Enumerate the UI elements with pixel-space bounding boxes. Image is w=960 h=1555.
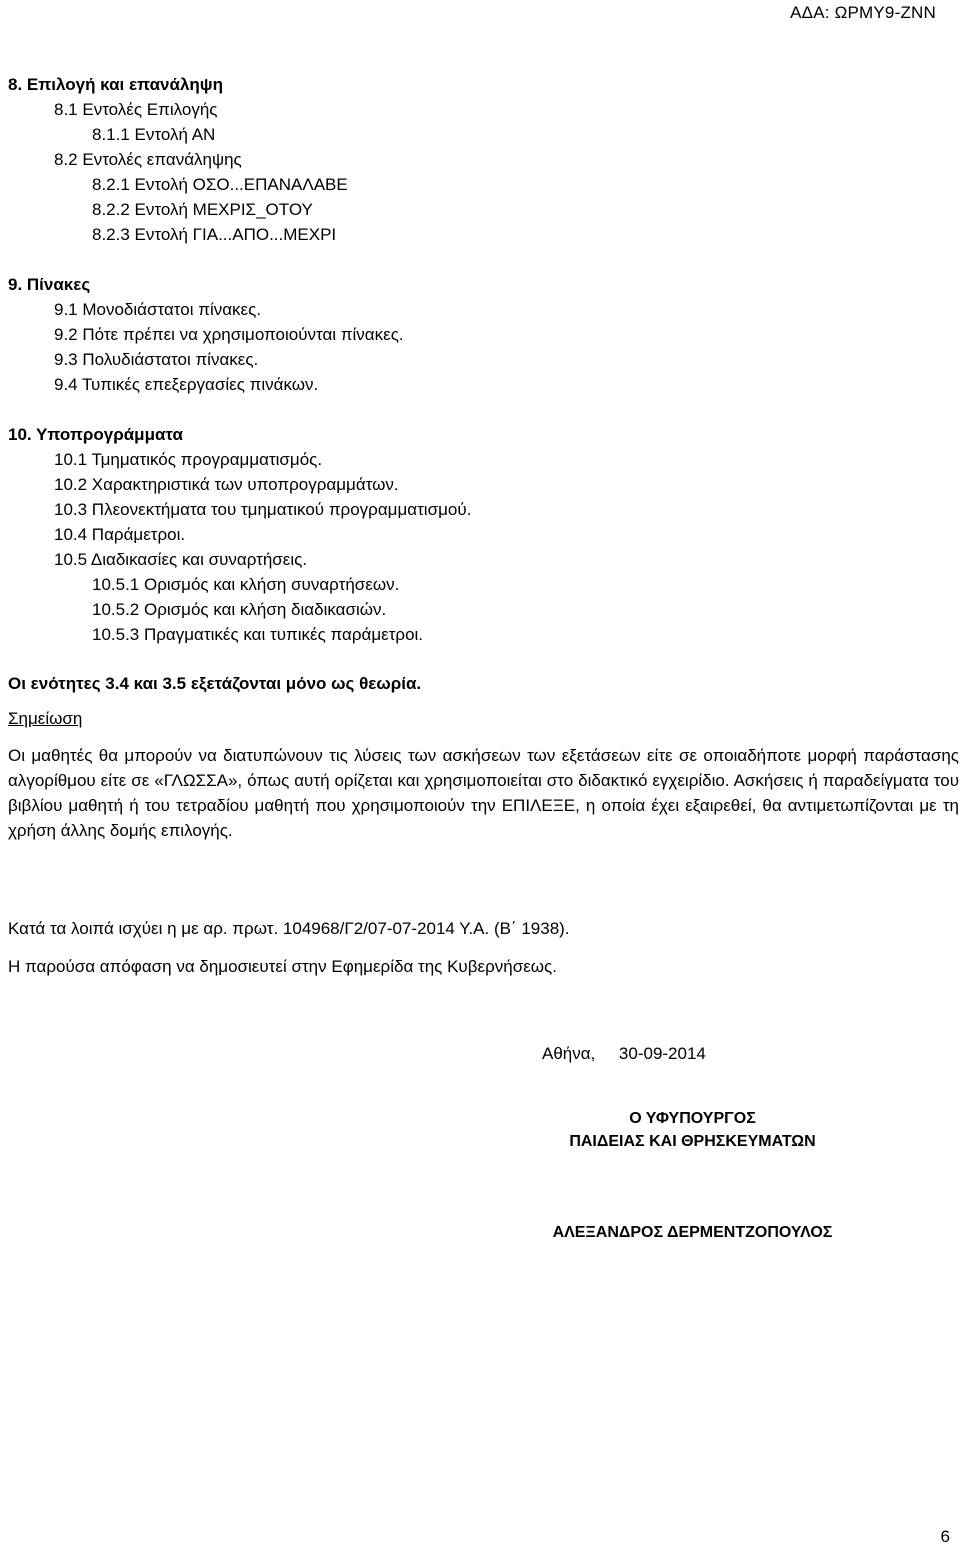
toc-item: 9.3 Πολυδιάστατοι πίνακες. <box>54 350 259 369</box>
toc-item: 8. Επιλογή και επανάληψη <box>8 75 223 94</box>
toc-item: 9. Πίνακες <box>8 275 91 294</box>
signatory-name: ΑΛΕΞΑΝΔΡΟΣ ΔΕΡΜΕΝΤΖΟΠΟΥΛΟΣ <box>552 1224 833 1241</box>
toc-item: 9.4 Τυπικές επεξεργασίες πινάκων. <box>54 375 319 394</box>
note-body: Οι μαθητές θα μπορούν να διατυπώνουν τις λύσεις των ασκήσεων των εξετάσεων είτε σε οποιαδήποτε μορφή παράστασης αλγορίθμου είτε σε «ΓΛΩΣΣΑ», όπως αυτή ορίζεται και χρησιμοποιείται στο διδακτικό εγχειρίδιο. Ασκήσεις ή παραδείγματα του βιβλίου μαθητή ή του τετραδίου μαθητή που χρησιμοποιούν την ΕΠΙΛΕΞΕ, η οποία έχει εξαιρεθεί, θα αντιμετωπίζονται με τη χρήση άλλης δομής επιλογής. <box>8 746 959 840</box>
toc-item: 8.2 Εντολές επανάληψης <box>54 150 242 169</box>
note-title: Σημείωση <box>8 709 83 728</box>
page-number: 6 <box>940 1527 950 1546</box>
toc-item: 8.1 Εντολές Επιλογής <box>54 100 218 119</box>
toc-item: 10.5.3 Πραγματικές και τυπικές παράμετροι. <box>92 625 424 644</box>
toc-item: 10.2 Χαρακτηριστικά των υποπρογραμμάτων. <box>54 475 399 494</box>
toc-item: 10.5.1 Ορισμός και κλήση συναρτήσεων. <box>92 575 400 594</box>
toc-item: 8.2.3 Εντολή ΓΙΑ...ΑΠΟ...ΜΕΧΡΙ <box>92 225 337 244</box>
publication-statement: Η παρούσα απόφαση να δημοσιευτεί στην Εφημερίδα της Κυβερνήσεως. <box>8 957 557 976</box>
toc-item: 10.5 Διαδικασίες και συναρτήσεις. <box>54 550 308 569</box>
toc-item: 10.4 Παράμετροι. <box>54 525 186 544</box>
signatory-title-line1: Ο ΥΦΥΠΟΥΡΓΟΣ <box>629 1110 756 1127</box>
toc-item: 9.2 Πότε πρέπει να χρησιμοποιούνται πίνακες. <box>54 325 404 344</box>
toc-exam-note: Οι ενότητες 3.4 και 3.5 εξετάζονται μόνο ως θεωρία. <box>8 674 422 693</box>
toc-item: 9.1 Μονοδιάστατοι πίνακες. <box>54 300 262 319</box>
validity-statement: Κατά τα λοιπά ισχύει η με αρ. πρωτ. 104968/Γ2/07-07-2014 Υ.Α. (Β΄ 1938). <box>8 919 570 938</box>
document-code: ΑΔΑ: ΩΡΜΥ9-ΖΝΝ <box>790 3 936 22</box>
signatory-title-line2: ΠΑΙΔΕΙΑΣ ΚΑΙ ΘΡΗΣΚΕΥΜΑΤΩΝ <box>569 1133 816 1150</box>
toc-item: 10. Υποπρογράμματα <box>8 425 183 444</box>
toc-item: 10.1 Τμηματικός προγραμματισμός. <box>54 450 323 469</box>
toc-item: 8.1.1 Εντολή ΑΝ <box>92 125 216 144</box>
place-date: Αθήνα, 30-09-2014 <box>542 1044 706 1063</box>
toc-item: 8.2.2 Εντολή ΜΕΧΡΙΣ_ΟΤΟΥ <box>92 200 313 219</box>
toc-item: 8.2.1 Εντολή ΟΣΟ...ΕΠΑΝΑΛΑΒΕ <box>92 175 348 194</box>
toc-item: 10.3 Πλεονεκτήματα του τμηματικού προγραμματισμού. <box>54 500 472 519</box>
toc-item: 10.5.2 Ορισμός και κλήση διαδικασιών. <box>92 600 387 619</box>
